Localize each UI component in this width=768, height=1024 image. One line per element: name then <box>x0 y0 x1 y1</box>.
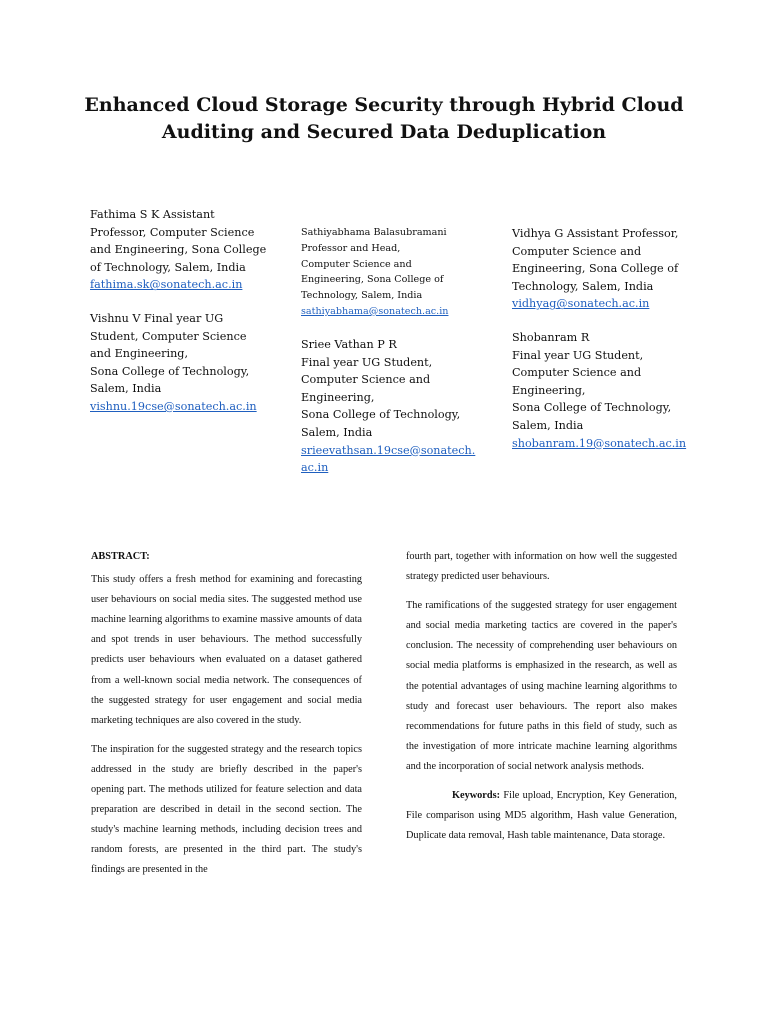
author-column-2 <box>301 225 448 320</box>
author-column-2b <box>301 336 475 477</box>
author-line: Salem, India <box>512 418 584 432</box>
abstract-paragraph: fourth part, together with information on how well the suggested strategy predicted user behaviours. <box>406 551 677 583</box>
author-line: Final year UG Student, <box>301 355 433 369</box>
keywords-label: Keywords: <box>452 790 501 802</box>
author-line: Engineering, <box>301 390 375 404</box>
author-line: Computer Science and <box>512 244 642 258</box>
author-line: Engineering, Sona College of <box>512 262 679 276</box>
author-line: and Engineering, <box>90 347 188 361</box>
author-line: Salem, India <box>301 425 373 439</box>
author-line: Computer Science and <box>301 258 412 270</box>
author-line: Professor and Head, <box>301 242 401 254</box>
author-column-3 <box>512 225 686 452</box>
author-line: Engineering, Sona College of <box>301 274 444 286</box>
author-line: Sriee Vathan P R <box>301 338 397 351</box>
abstract-heading: ABSTRACT: <box>91 551 150 562</box>
abstract-paragraph: The ramifications of the suggested strategy for user engagement and social media marketing tactics are covered in the paper's conclusion. The necessity of comprehending user behaviours on social media platforms is emphasized in the research, as well as the potential advantages of using machine learning algorithms to study and forecast user behaviours. The report also makes recommendations for future paths in this field of study, such as the investigation of more intricate machine learning algorithms and the incorporation of social network analysis methods. <box>406 600 677 772</box>
author-line: Shobanram R <box>512 330 590 344</box>
title-line-2: Auditing and Secured Data Deduplication <box>161 121 607 143</box>
author-line: Final year UG Student, <box>512 348 644 362</box>
keywords-text: File upload, Encryption, Key Generation, File comparison using MD5 algorithm, Hash value Generation, Duplicate data removal, Hash table maintenance, Data storage. <box>406 790 677 842</box>
author-email-link[interactable]: vishnu.19cse@sonatech.ac.in <box>90 399 257 413</box>
author-line: of Technology, Salem, India <box>90 260 246 274</box>
author-line: Vishnu V Final year UG <box>90 311 224 325</box>
paper-title <box>0 92 768 146</box>
author-line: Student, Computer Science <box>90 329 247 343</box>
author-line: Vidhya G Assistant Professor, <box>512 227 679 240</box>
author-line: Professor, Computer Science <box>90 225 255 239</box>
author-line: Computer Science and <box>301 373 431 387</box>
title-line-1: Enhanced Cloud Storage Security through Hybrid Cloud <box>84 94 684 116</box>
abstract-left-column <box>91 547 362 890</box>
abstract-right-column <box>406 547 677 855</box>
author-column-1 <box>90 206 266 416</box>
author-line: Sathiyabhama Balasubramani <box>301 227 447 238</box>
author-line: Engineering, <box>512 383 586 397</box>
keywords-paragraph <box>406 786 677 846</box>
author-line: Sona College of Technology, <box>301 408 461 422</box>
author-line: Salem, India <box>90 382 162 396</box>
author-email-link[interactable]: vidhyag@sonatech.ac.in <box>512 297 650 311</box>
author-email-link[interactable]: srieevathsan.19cse@sonatech. <box>301 443 476 457</box>
abstract-paragraph: This study offers a fresh method for examining and forecasting user behaviours on social media sites. The suggested method use machine learning algorithms to examine massive amounts of data and spot trends in user behaviours. The method successfully predicts user behaviours when evaluated on a dataset gathered from a well-known social media network. The consequences of the suggested strategy for user engagement and social media marketing techniques are also covered in the study. <box>91 574 362 726</box>
author-email-link[interactable]: shobanram.19@sonatech.ac.in <box>512 436 687 450</box>
author-line: Sona College of Technology, <box>512 401 672 415</box>
author-line: Technology, Salem, India <box>512 279 654 293</box>
abstract-paragraph: The inspiration for the suggested strategy and the research topics addressed in the study are briefly described in the paper's opening part. The methods utilized for feature selection and data preparation are described in detail in the second section. The study's machine learning methods, including decision trees and random forests, are presented in the third part. The study's findings are presented in the <box>91 743 362 876</box>
author-email-link[interactable]: ac.in <box>301 461 329 475</box>
author-email-link[interactable]: fathima.sk@sonatech.ac.in <box>90 278 243 292</box>
author-line: Computer Science and <box>512 366 642 380</box>
author-line: Fathima S K Assistant <box>90 208 215 221</box>
author-line: Sona College of Technology, <box>90 364 250 378</box>
author-line: Technology, Salem, India <box>301 290 423 302</box>
author-email-link[interactable]: sathiyabhama@sonatech.ac.in <box>301 305 449 317</box>
author-line: and Engineering, Sona College <box>90 243 267 257</box>
